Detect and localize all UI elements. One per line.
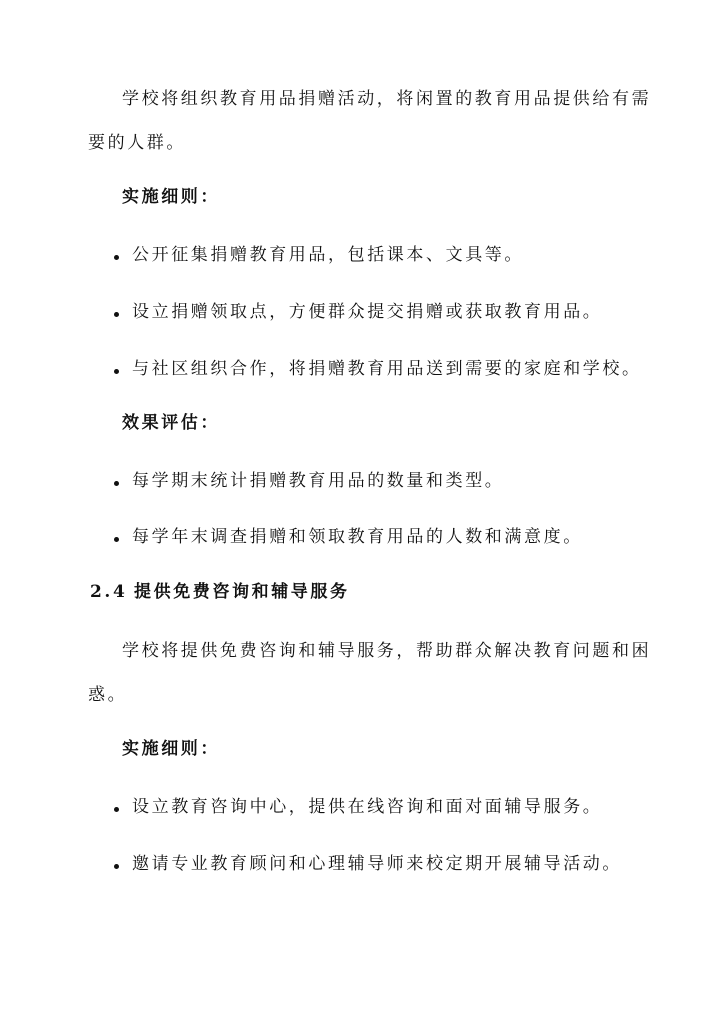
subheading: 效果评估： <box>122 413 220 433</box>
bullet-icon <box>114 312 119 317</box>
paragraph-line: 学校将提供免费咨询和辅导服务，帮助群众解决教育问题和困 <box>122 641 652 661</box>
subheading: 实施细则： <box>122 739 220 759</box>
bullet-icon <box>114 255 119 260</box>
section-number: 2.4 <box>90 582 128 602</box>
bullet-icon <box>114 807 119 812</box>
list-item: 每学期末统计捐赠教育用品的数量和类型。 <box>132 471 505 491</box>
bullet-icon <box>114 369 119 374</box>
bullet-icon <box>114 537 119 542</box>
list-item: 每学年末调查捐赠和领取教育用品的人数和满意度。 <box>132 527 583 547</box>
paragraph-line: 学校将组织教育用品捐赠活动，将闲置的教育用品提供给有需 <box>122 89 652 109</box>
bullet-icon <box>114 481 119 486</box>
list-item: 与社区组织合作，将捐赠教育用品送到需要的家庭和学校。 <box>132 359 642 379</box>
list-item: 邀请专业教育顾问和心理辅导师来校定期开展辅导活动。 <box>132 854 622 874</box>
list-item: 公开征集捐赠教育用品，包括课本、文具等。 <box>132 245 524 265</box>
paragraph-line: 要的人群。 <box>88 133 186 153</box>
paragraph-line: 惑。 <box>88 685 128 705</box>
list-item: 设立捐赠领取点，方便群众提交捐赠或获取教育用品。 <box>132 302 603 322</box>
bullet-icon <box>114 864 119 869</box>
subheading: 实施细则： <box>122 187 220 207</box>
list-item: 设立教育咨询中心，提供在线咨询和面对面辅导服务。 <box>132 797 603 817</box>
section-title: 提供免费咨询和辅导服务 <box>134 582 350 602</box>
